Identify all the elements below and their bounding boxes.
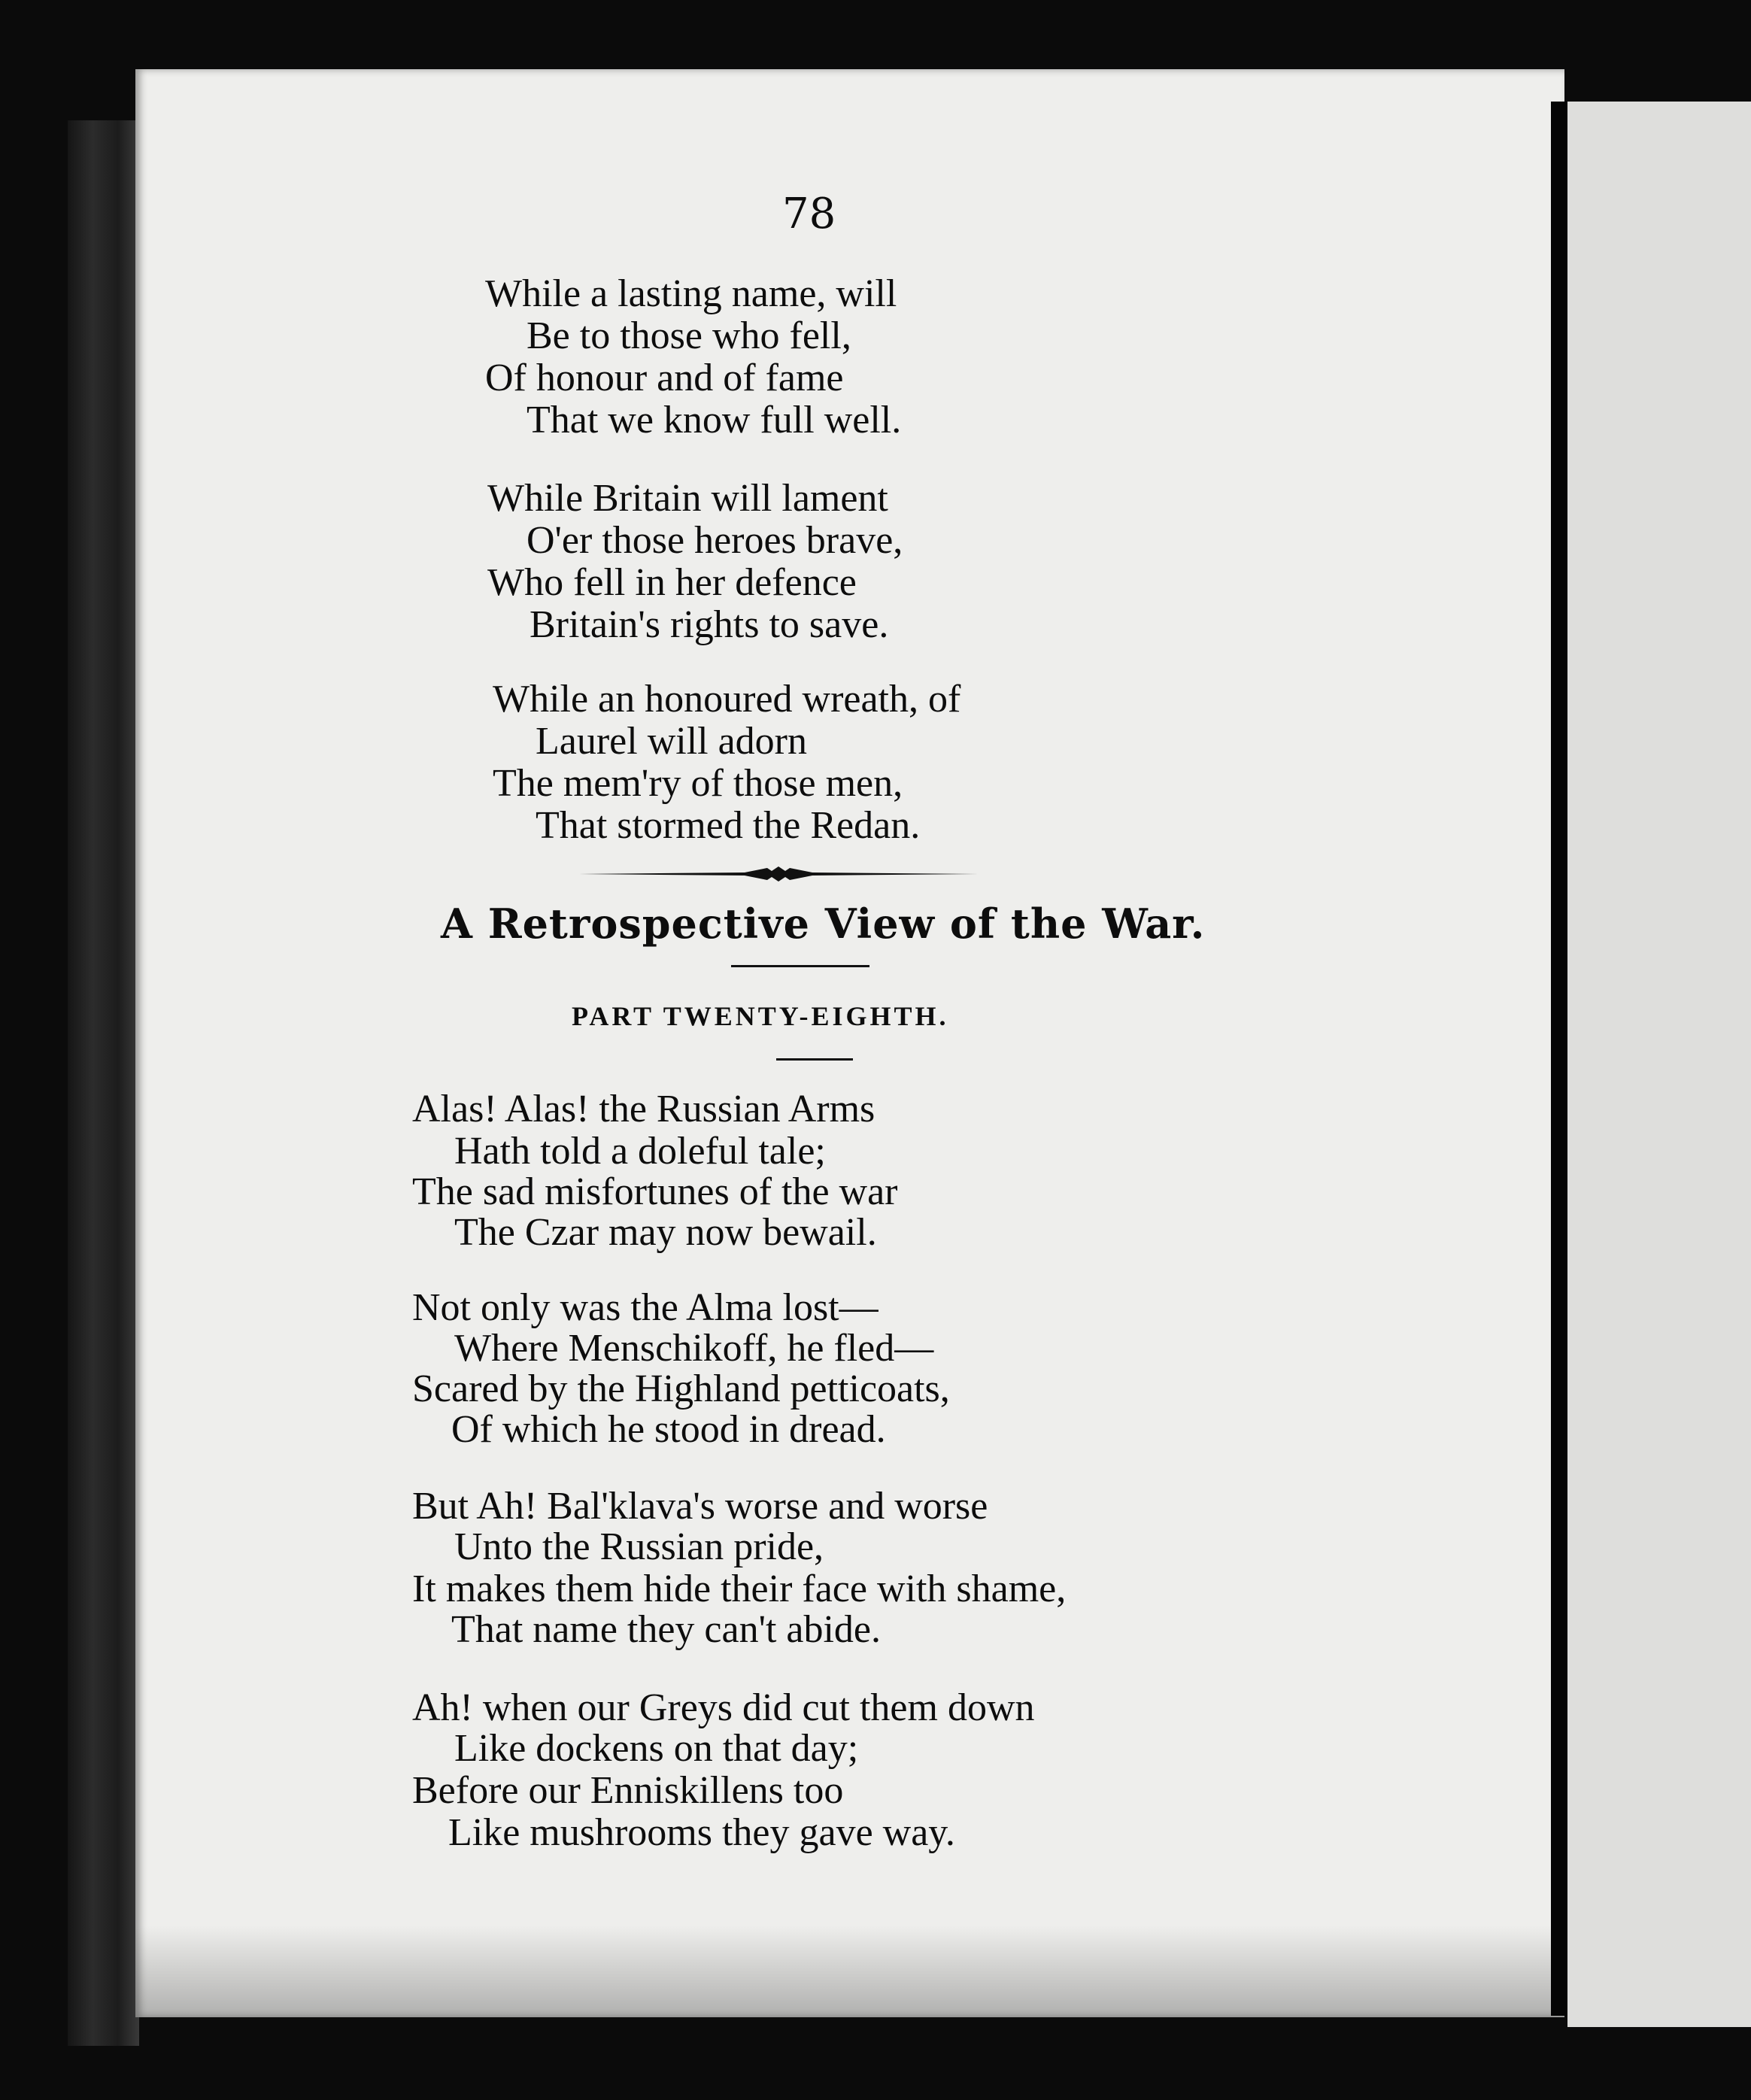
poem-line: Like mushrooms they gave way. <box>448 1811 955 1854</box>
poem-line: Like dockens on that day; <box>454 1727 859 1770</box>
page-bottom-shadow <box>135 1926 1564 2017</box>
section-subtitle: PART TWENTY-EIGHTH. <box>572 1001 949 1031</box>
poem-line: That we know full well. <box>527 399 902 442</box>
poem-line: It makes them hide their face with shame, <box>412 1567 1067 1610</box>
book-spine-gutter <box>1551 102 1567 2016</box>
poem-line: The Czar may now bewail. <box>454 1211 877 1254</box>
title-rule <box>731 965 869 967</box>
poem-line: The sad misfortunes of the war <box>412 1170 898 1213</box>
poem-line: The mem'ry of those men, <box>493 762 903 805</box>
poem-line: Not only was the Alma lost— <box>412 1286 879 1329</box>
subtitle-rule <box>776 1058 853 1061</box>
poem-line: Laurel will adorn <box>536 720 807 763</box>
poem-line: Scared by the Highland petticoats, <box>412 1367 950 1410</box>
poem-line: Be to those who fell, <box>527 314 851 357</box>
facing-page-edge <box>1567 102 1751 2027</box>
page-number: 78 <box>782 190 836 238</box>
poem-line: But Ah! Bal'klava's worse and worse <box>412 1485 988 1528</box>
poem-line: Where Menschikoff, he fled— <box>454 1327 934 1370</box>
poem-line: Of which he stood in dread. <box>451 1408 886 1451</box>
poem-line: That stormed the Redan. <box>536 804 921 847</box>
poem-line: While Britain will lament <box>487 477 888 520</box>
poem-line: That name they can't abide. <box>451 1608 882 1651</box>
ornamental-divider <box>579 863 978 885</box>
poem-line: Hath told a doleful tale; <box>454 1130 826 1173</box>
poem-line: O'er those heroes brave, <box>527 519 903 562</box>
section-title: A Retrospective View of the War. <box>441 900 1206 948</box>
poem-line: While a lasting name, will <box>485 272 897 315</box>
poem-line: Unto the Russian pride, <box>454 1525 824 1568</box>
poem-line: Britain's rights to save. <box>530 603 889 646</box>
poem-line: Who fell in her defence <box>487 561 857 604</box>
poem-line: Of honour and of fame <box>485 357 844 399</box>
poem-line: Alas! Alas! the Russian Arms <box>412 1088 876 1130</box>
poem-line: Before our Enniskillens too <box>412 1769 844 1812</box>
poem-line: While an honoured wreath, of <box>493 678 961 721</box>
poem-line: Ah! when our Greys did cut them down <box>412 1686 1035 1729</box>
book-left-edge <box>68 120 139 2046</box>
